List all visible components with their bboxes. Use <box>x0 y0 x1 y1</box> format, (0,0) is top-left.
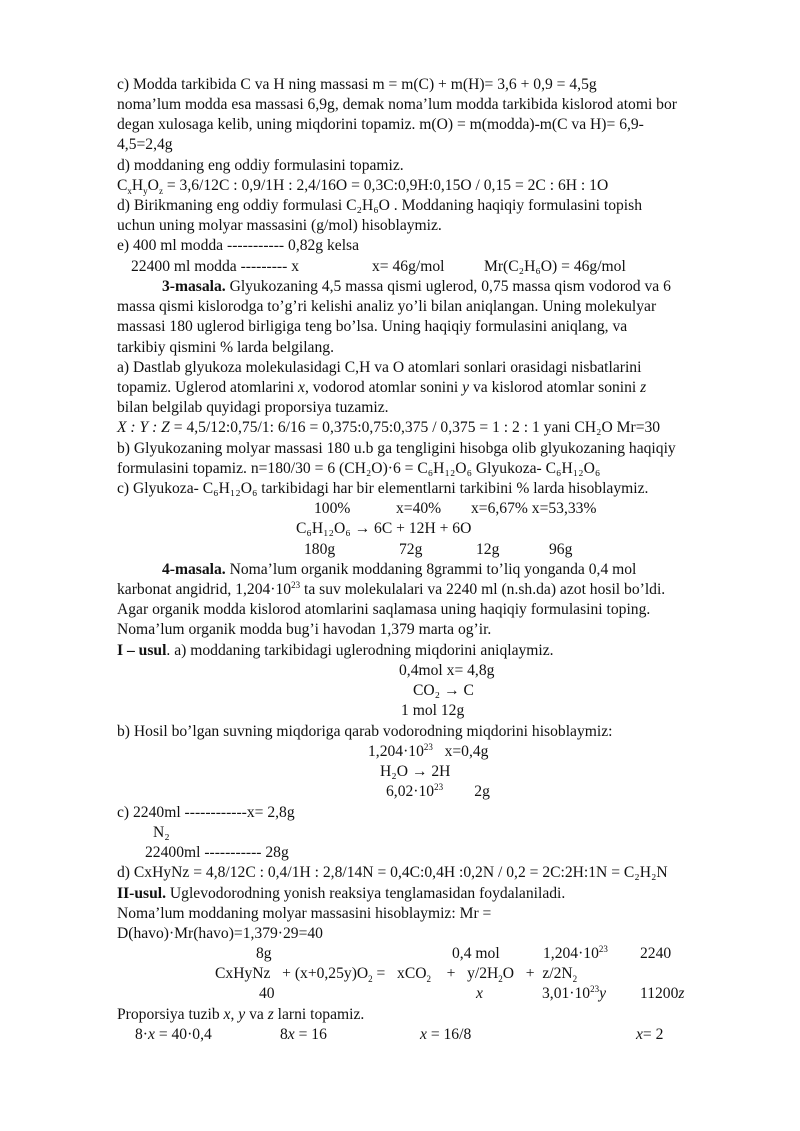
text-line: d) Birikmaning eng oddiy formulasi C₂H₆O . Moddaning haqiqiy formulasini topish <box>117 197 642 214</box>
text-line: Noma’lum organik modda bug’i havodan 1,379 marta og’ir. <box>117 621 492 638</box>
text-line: c) Modda tarkibida C va H ning massasi m = m(C) + m(H)= 3,6 + 0,9 = 4,5g <box>117 76 597 93</box>
text-line: bilan belgilab quyidagi proporsiya tuzamiz. <box>117 399 389 416</box>
reaction-equation: C₆H₁₂O₆ → 6C + 12H + 6O <box>296 520 472 537</box>
reaction-equation: CO₂ → C <box>413 682 474 699</box>
mass-value: 180g <box>304 541 336 558</box>
text-line: Noma’lum moddaning molyar massasini hisoblaymiz: Mr = <box>117 905 492 922</box>
text-line: D(havo)·Mr(havo)=1,379·29=40 <box>117 925 323 942</box>
problem-title: 4-masala. <box>162 561 226 578</box>
reaction-values: $1,204\cdot 10^{23}$ <box>543 943 608 962</box>
text-line: a) Dastlab glyukoza molekulasidagi C,H va O atomlari sonlari orasidagi nisbatlarini <box>117 359 642 376</box>
method-title: II-usul. <box>117 885 166 902</box>
mass-value: 96g <box>549 541 573 558</box>
text-line: massa qismi kislorodga to’g’ri kelishi analiz yo’li bilan aniqlangan. Uning molekulyar <box>117 298 657 315</box>
text-line: uchun uning molyar massasini (g/mol) hisoblaymiz. <box>117 217 442 234</box>
problem-3-header: 3-masala. Glyukozaning 4,5 massa qismi uglerod, 0,75 massa qism vodorod va 6 <box>162 278 671 295</box>
text-line: tarkibiy qismini % larda belgilang. <box>117 339 334 356</box>
reaction-values: $3,01\cdot 10^{23}y$ <box>542 983 606 1002</box>
percent-value: x=6,67% x=53,33% <box>471 500 597 517</box>
text-line: c) Glyukoza- C₆H₁₂O₆ tarkibidagi har bir elementlarni tarkibini % larda hisoblaymiz. <box>117 480 649 497</box>
reaction-values: 0,4mol x= 4,8g <box>399 662 495 679</box>
text-line: b) Hosil bo’lgan suvning miqdoriga qarab vodorodning miqdorini hisoblaymiz: <box>117 723 613 740</box>
mass-value: 12g <box>476 541 500 558</box>
equation-step: 8·x = 40·0,4 <box>135 1026 212 1043</box>
text-line: degan xulosaga kelib, uning miqdorini topamiz. m(O) = m(modda)-m(C va H)= 6,9- <box>117 116 644 133</box>
percent-value: 100% <box>314 500 351 517</box>
mass-value: 72g <box>399 541 423 558</box>
result-value: x= 46g/mol <box>372 258 445 275</box>
problem-title: 3-masala. <box>162 278 226 295</box>
reaction-values: 11200z <box>640 985 685 1002</box>
reaction-values: 0,4 mol <box>452 945 500 962</box>
text-line: b) Glyukozaning molyar massasi 180 u.b ga tengligini hisobga olib glyukozaning haqiqiy <box>117 440 676 457</box>
result-value: Mr(C₂H₆O) = 46g/mol <box>484 258 626 275</box>
text-line: N₂ <box>153 824 170 841</box>
text-line: 4,5=2,4g <box>117 136 173 153</box>
reaction-values: $1,204\cdot 10^{23}$ x=0,4g <box>368 741 489 760</box>
equation-step: x= 2 <box>636 1026 664 1043</box>
equation-step: 8x = 16 <box>280 1026 327 1043</box>
text-line: d) moddaning eng oddiy formulasini topamiz. <box>117 157 404 174</box>
percent-value: x=40% <box>396 500 442 517</box>
text-line: 22400 ml modda --------- x <box>131 258 300 275</box>
text-line: karbonat angidrid, $1,204\cdot 10^{23}$ ta suv molekulalari va 2240 ml (n.sh.da) azot hosil bo’ldi. <box>117 579 666 598</box>
text-line: massasi 180 uglerod birligiga teng bo’lsa. Uning haqiqiy formulasini aniqlang, va <box>117 318 628 335</box>
text-line: formulasini topamiz. n=180/30 = 6 (CH₂O)·6 = C₆H₁₂O₆ Glyukoza- C₆H₁₂O₆ <box>117 460 601 477</box>
text-line: Agar organik modda kislorod atomlarini saqlamasa uning haqiqiy formulasini toping. <box>117 601 651 618</box>
formula-line: X : Y : Z = 4,5/12:0,75/1: 6/16 = 0,375:0,75:0,375 / 0,375 = 1 : 2 : 1 yani CH₂O Mr=30 <box>117 419 661 436</box>
reaction-values: 2240 <box>640 945 672 962</box>
text-line: noma’lum modda esa massasi 6,9g, demak noma’lum modda tarkibida kislorod atomi bor <box>117 96 677 113</box>
equation-step: x = 16/8 <box>420 1026 472 1043</box>
text-line: e) 400 ml modda ----------- 0,82g kelsa <box>117 237 360 254</box>
text-line: d) CxHyNz = 4,8/12C : 0,4/1H : 2,8/14N = 0,4C:0,4H :0,2N / 0,2 = 2C:2H:1N = C₂H₂N <box>117 864 668 881</box>
text-line: II-usul. Uglevodorodning yonish reaksiya tenglamasidan foydalaniladi. <box>117 885 566 902</box>
reaction-values: 40 <box>259 985 275 1002</box>
text-line: 22400ml ----------- 28g <box>145 844 289 861</box>
text-line: c) 2240ml ------------x= 2,8g <box>117 804 295 821</box>
formula-line: $C_xH_yO_z = 3,6/12C$ : 0,9/1H : 2,4/16O = 0,3C:0,9H:0,15O / 0,15 = 2C : 6H : 1O <box>117 177 609 197</box>
text-line: I – usul. a) moddaning tarkibidagi uglerodning miqdorini aniqlaymiz. <box>117 642 554 659</box>
text-line: topamiz. Uglerod atomlarini x, vodorod atomlar sonini y va kislorod atomlar sonini z <box>117 379 647 396</box>
reaction-values: x <box>476 985 483 1002</box>
reaction-values: 1 mol 12g <box>401 702 465 719</box>
reaction-values: $6,02\cdot 10^{23}$ 2g <box>386 781 490 800</box>
reaction-values: 8g <box>256 945 272 962</box>
reaction-equation: H₂O → 2H <box>380 763 451 780</box>
problem-4-header: 4-masala. Noma’lum organik moddaning 8grammi to’liq yonganda 0,4 mol <box>162 561 637 578</box>
text-line: Proporsiya tuzib x, y va z larni topamiz. <box>117 1006 365 1023</box>
method-title: I – usul <box>117 642 167 659</box>
reaction-equation: CxHyNz + $(x+0,25y)O_2 = xCO_2$ + $y/2H_2O + z/2N_2$ <box>215 965 578 985</box>
